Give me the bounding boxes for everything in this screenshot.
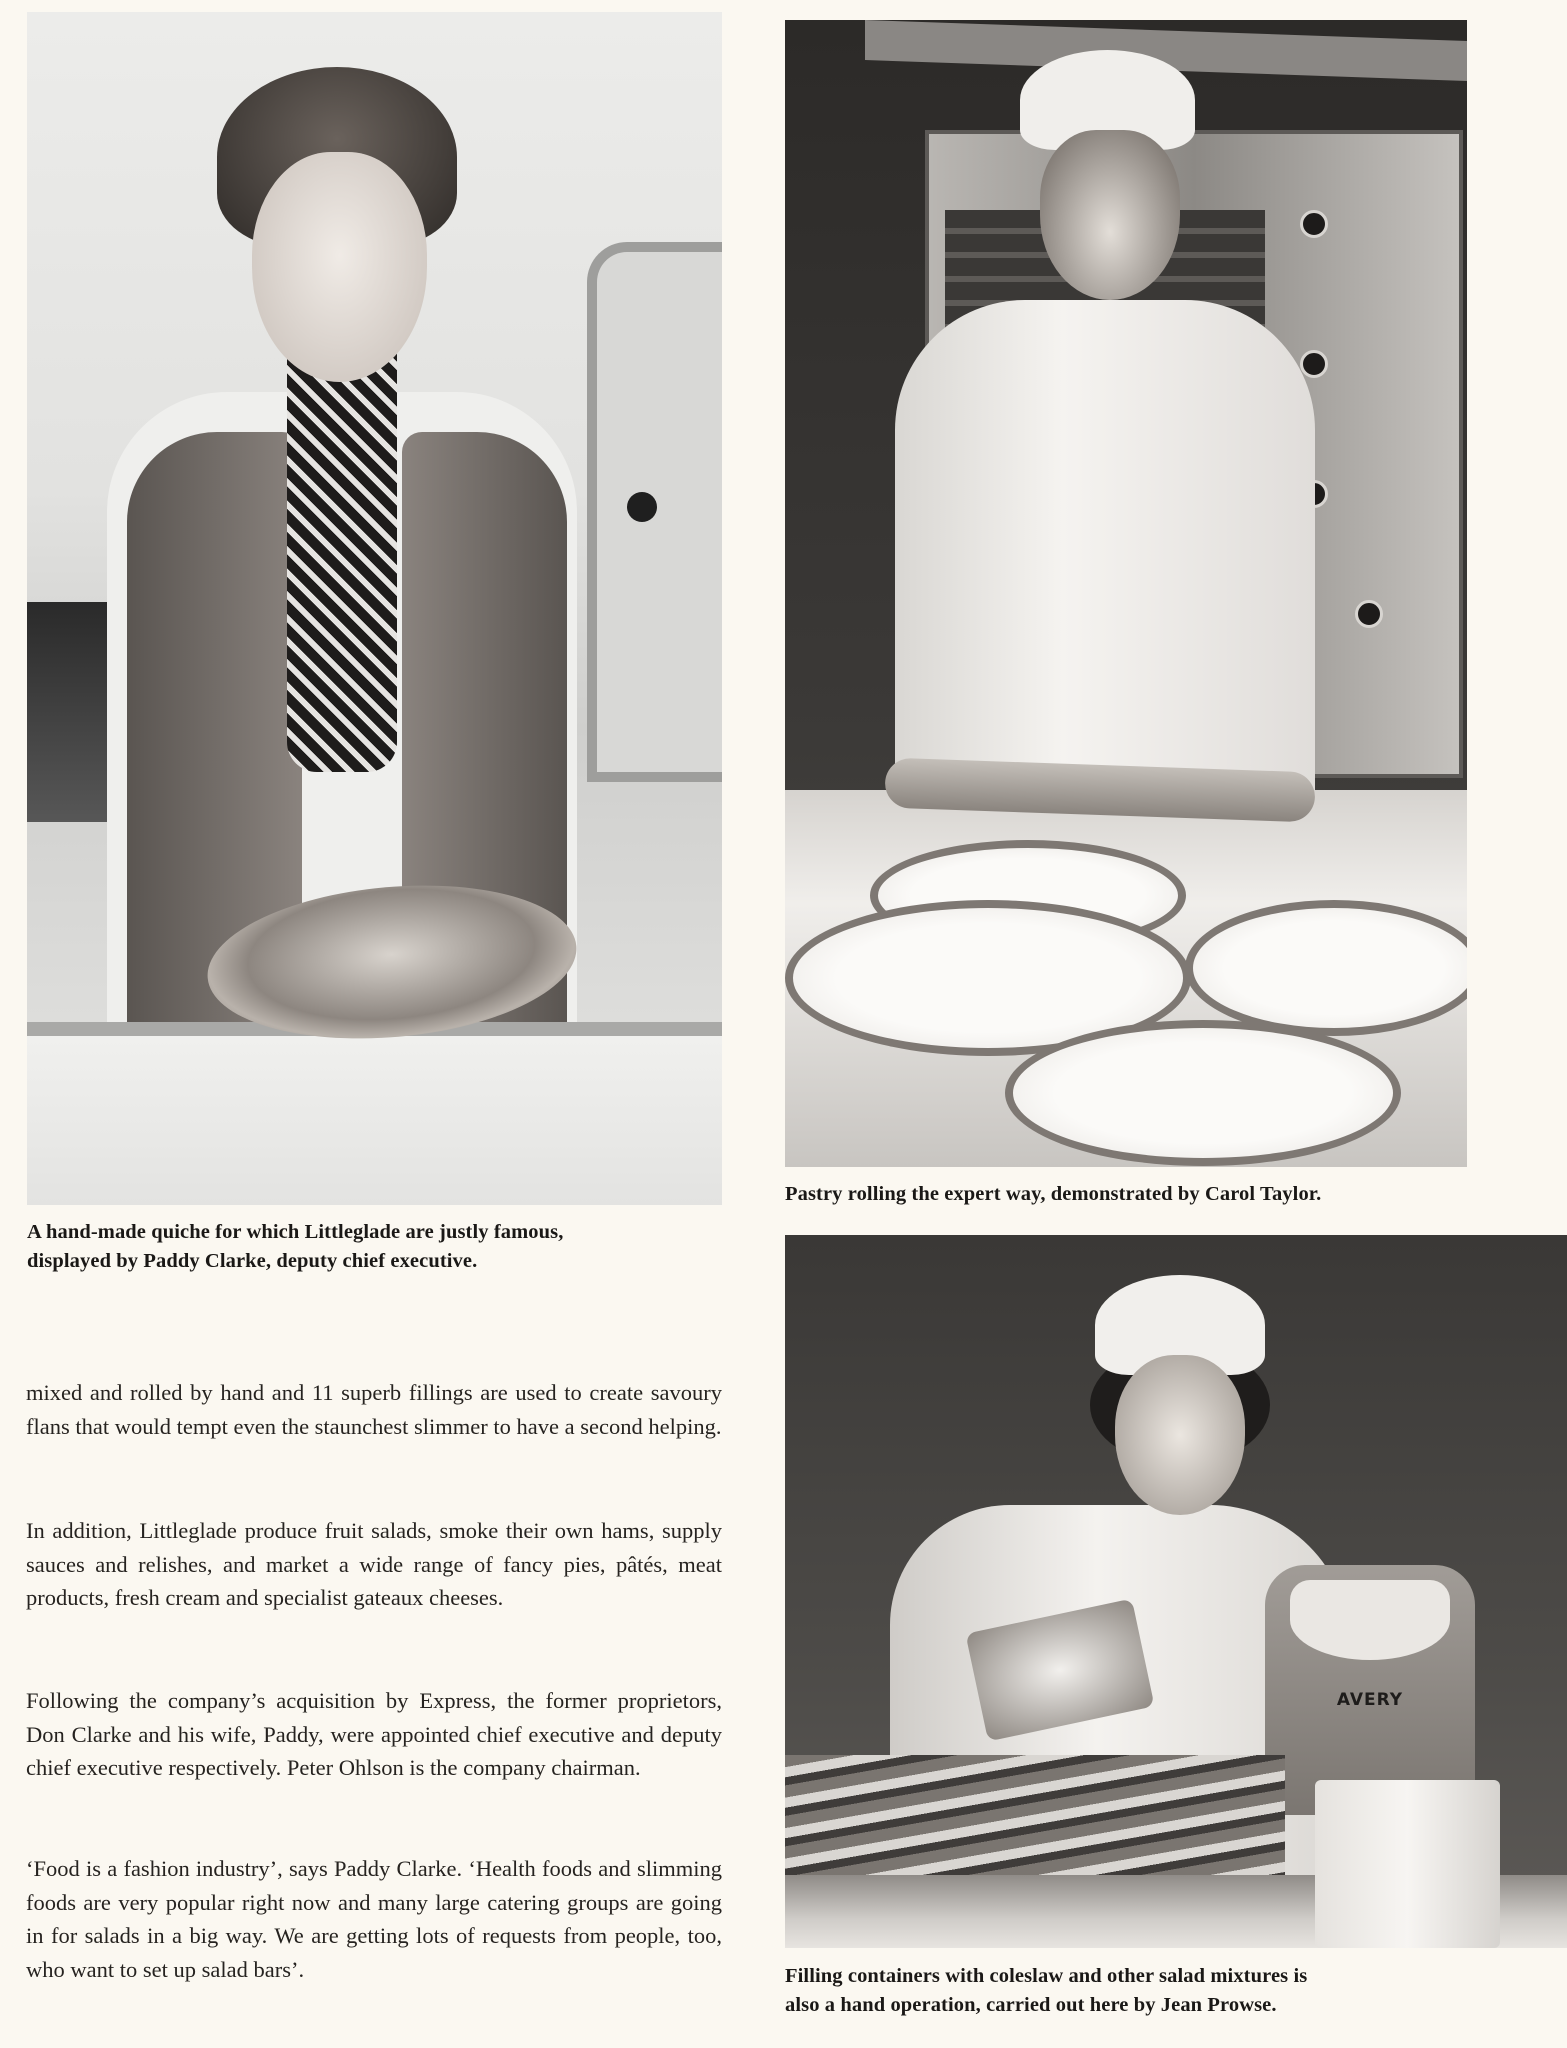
caption-line: Pastry rolling the expert way, demonstrated by Carol Taylor. (785, 1183, 1322, 1205)
caption-line: also a hand operation, carried out here by Jean Prowse. (785, 1994, 1277, 2016)
photo-pastry (785, 20, 1467, 1167)
counter (27, 1022, 722, 1205)
caption-quiche (27, 1218, 727, 1276)
oven-knob (1355, 600, 1383, 628)
paragraph: mixed and rolled by hand and 11 superb fillings are used to create savoury flans that would tempt even the staunchest slimmer to have a second helping. (26, 1380, 722, 1439)
paragraph: Following the company’s acquisition by Express, the former proprietors, Don Clarke and his wife, Paddy, were appointed chief executive and deputy chief executive respectively. Peter Ohlson is the company chairman. (26, 1688, 722, 1780)
scale-dial (1290, 1580, 1450, 1660)
paragraph: In addition, Littleglade produce fruit salads, smoke their own hams, supply sauces and relishes, and market a wide range of fancy pies, pâtés, meat products, fresh cream and specialist gateaux cheeses. (26, 1518, 722, 1610)
plastic-tub (1315, 1780, 1500, 1948)
face (252, 152, 427, 382)
caption-line: A hand-made quiche for which Littleglade are justly famous, (27, 1221, 564, 1243)
flan-tin (1185, 900, 1467, 1036)
caption-pastry (785, 1180, 1555, 1209)
flan-tin (1005, 1020, 1401, 1166)
article-body (26, 1376, 722, 2036)
machine-knob (627, 492, 657, 522)
white-coat (895, 300, 1315, 800)
oven-knob (1300, 350, 1328, 378)
striped-scarf (287, 352, 397, 772)
face (1115, 1355, 1245, 1515)
scale-brand-label: AVERY (1336, 1690, 1404, 1710)
caption-line: displayed by Paddy Clarke, deputy chief executive. (27, 1250, 478, 1272)
oven-knob (1300, 210, 1328, 238)
caption-line: Filling containers with coleslaw and other salad mixtures is (785, 1965, 1308, 1987)
photo-salad (785, 1235, 1567, 1948)
head (1040, 130, 1180, 300)
paragraph: ‘Food is a fashion industry’, says Paddy Clarke. ‘Health foods and slimming foods are very popular right now and many large catering groups are going in for salads in a big way. We are getting lots of requests from people, too, who want to set up salad bars’. (26, 1856, 722, 1982)
caption-salad (785, 1962, 1555, 2020)
photo-quiche (27, 12, 722, 1205)
